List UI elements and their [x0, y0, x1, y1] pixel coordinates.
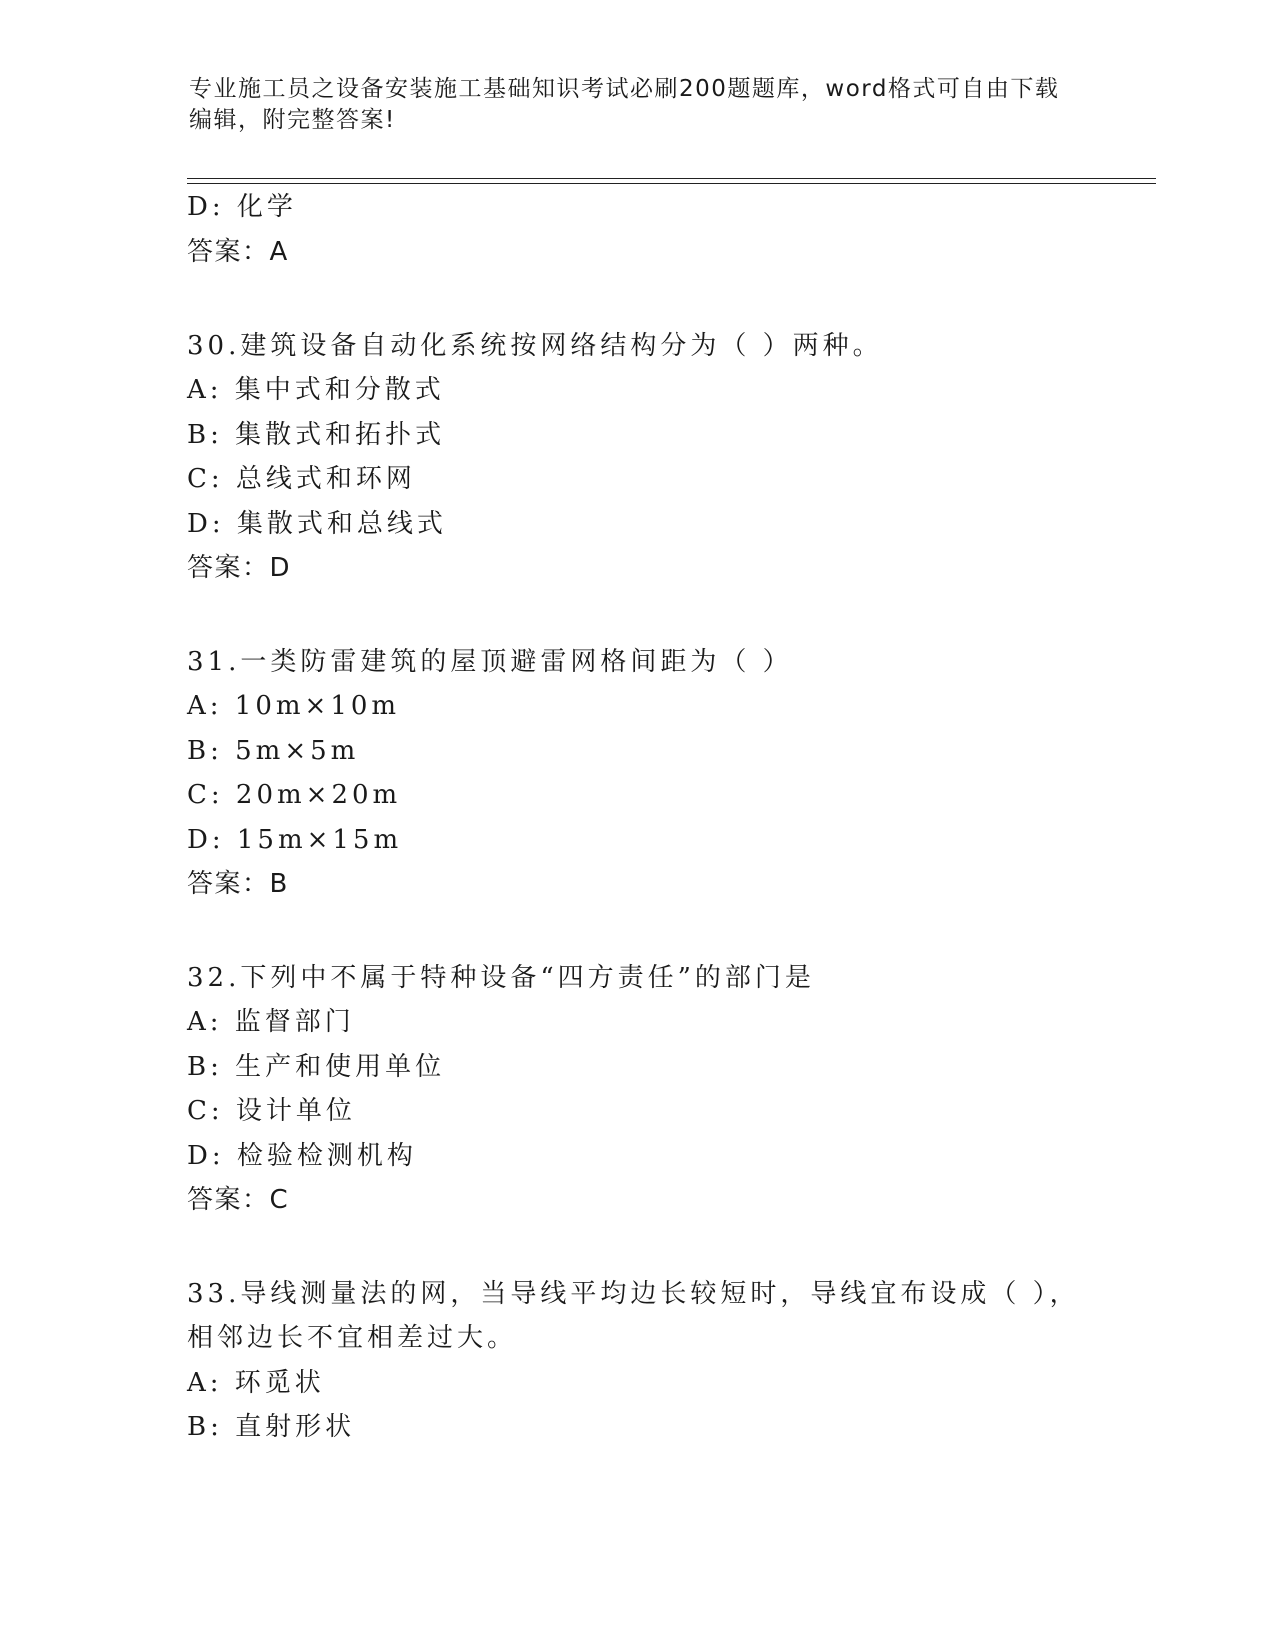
option-a-q33: A: 环觅状 [187, 1368, 325, 1398]
option-d-q31: D: 15m×15m [187, 825, 403, 855]
option-d-q30: D: 集散式和总线式 [187, 509, 447, 539]
option-d-q32: D: 检验检测机构 [187, 1141, 417, 1171]
question-33: 33.导线测量法的网，当导线平均边长较短时，导线宜布设成（ ）， [187, 1279, 1080, 1309]
question-32: 32.下列中不属于特种设备“四方责任”的部门是 [187, 963, 815, 993]
header-line-2: 编辑，附完整答案! [189, 107, 396, 133]
option-a-q32: A: 监督部门 [187, 1007, 355, 1037]
question-30: 30.建筑设备自动化系统按网络结构分为（ ）两种。 [187, 331, 883, 361]
option-c-q31: C: 20m×20m [187, 780, 402, 810]
option-a-q30: A: 集中式和分散式 [187, 375, 445, 405]
option-c-q32: C: 设计单位 [187, 1096, 356, 1126]
option-c-q30: C: 总线式和环网 [187, 464, 416, 494]
answer-q29: 答案：A [187, 237, 289, 267]
option-b-q31: B: 5m×5m [187, 736, 360, 766]
option-b-q32: B: 生产和使用单位 [187, 1052, 446, 1082]
header-divider-bottom [187, 183, 1156, 184]
question-31: 31.一类防雷建筑的屋顶避雷网格间距为（ ） [187, 647, 793, 677]
option-a-q31: A: 10m×10m [187, 691, 401, 721]
question-33-continued: 相邻边长不宜相差过大。 [187, 1323, 518, 1353]
header-line-1: 专业施工员之设备安装施工基础知识考试必刷200题题库，word格式可自由下载 [189, 76, 1060, 102]
document-header [189, 74, 1089, 136]
option-b-q30: B: 集散式和拓扑式 [187, 420, 446, 450]
answer-q30: 答案：D [187, 553, 292, 583]
option-d-q29: D: 化学 [187, 192, 297, 222]
answer-q32: 答案：C [187, 1185, 290, 1215]
option-b-q33: B: 直射形状 [187, 1412, 356, 1442]
header-divider-top [187, 178, 1156, 179]
answer-q31: 答案：B [187, 869, 289, 899]
